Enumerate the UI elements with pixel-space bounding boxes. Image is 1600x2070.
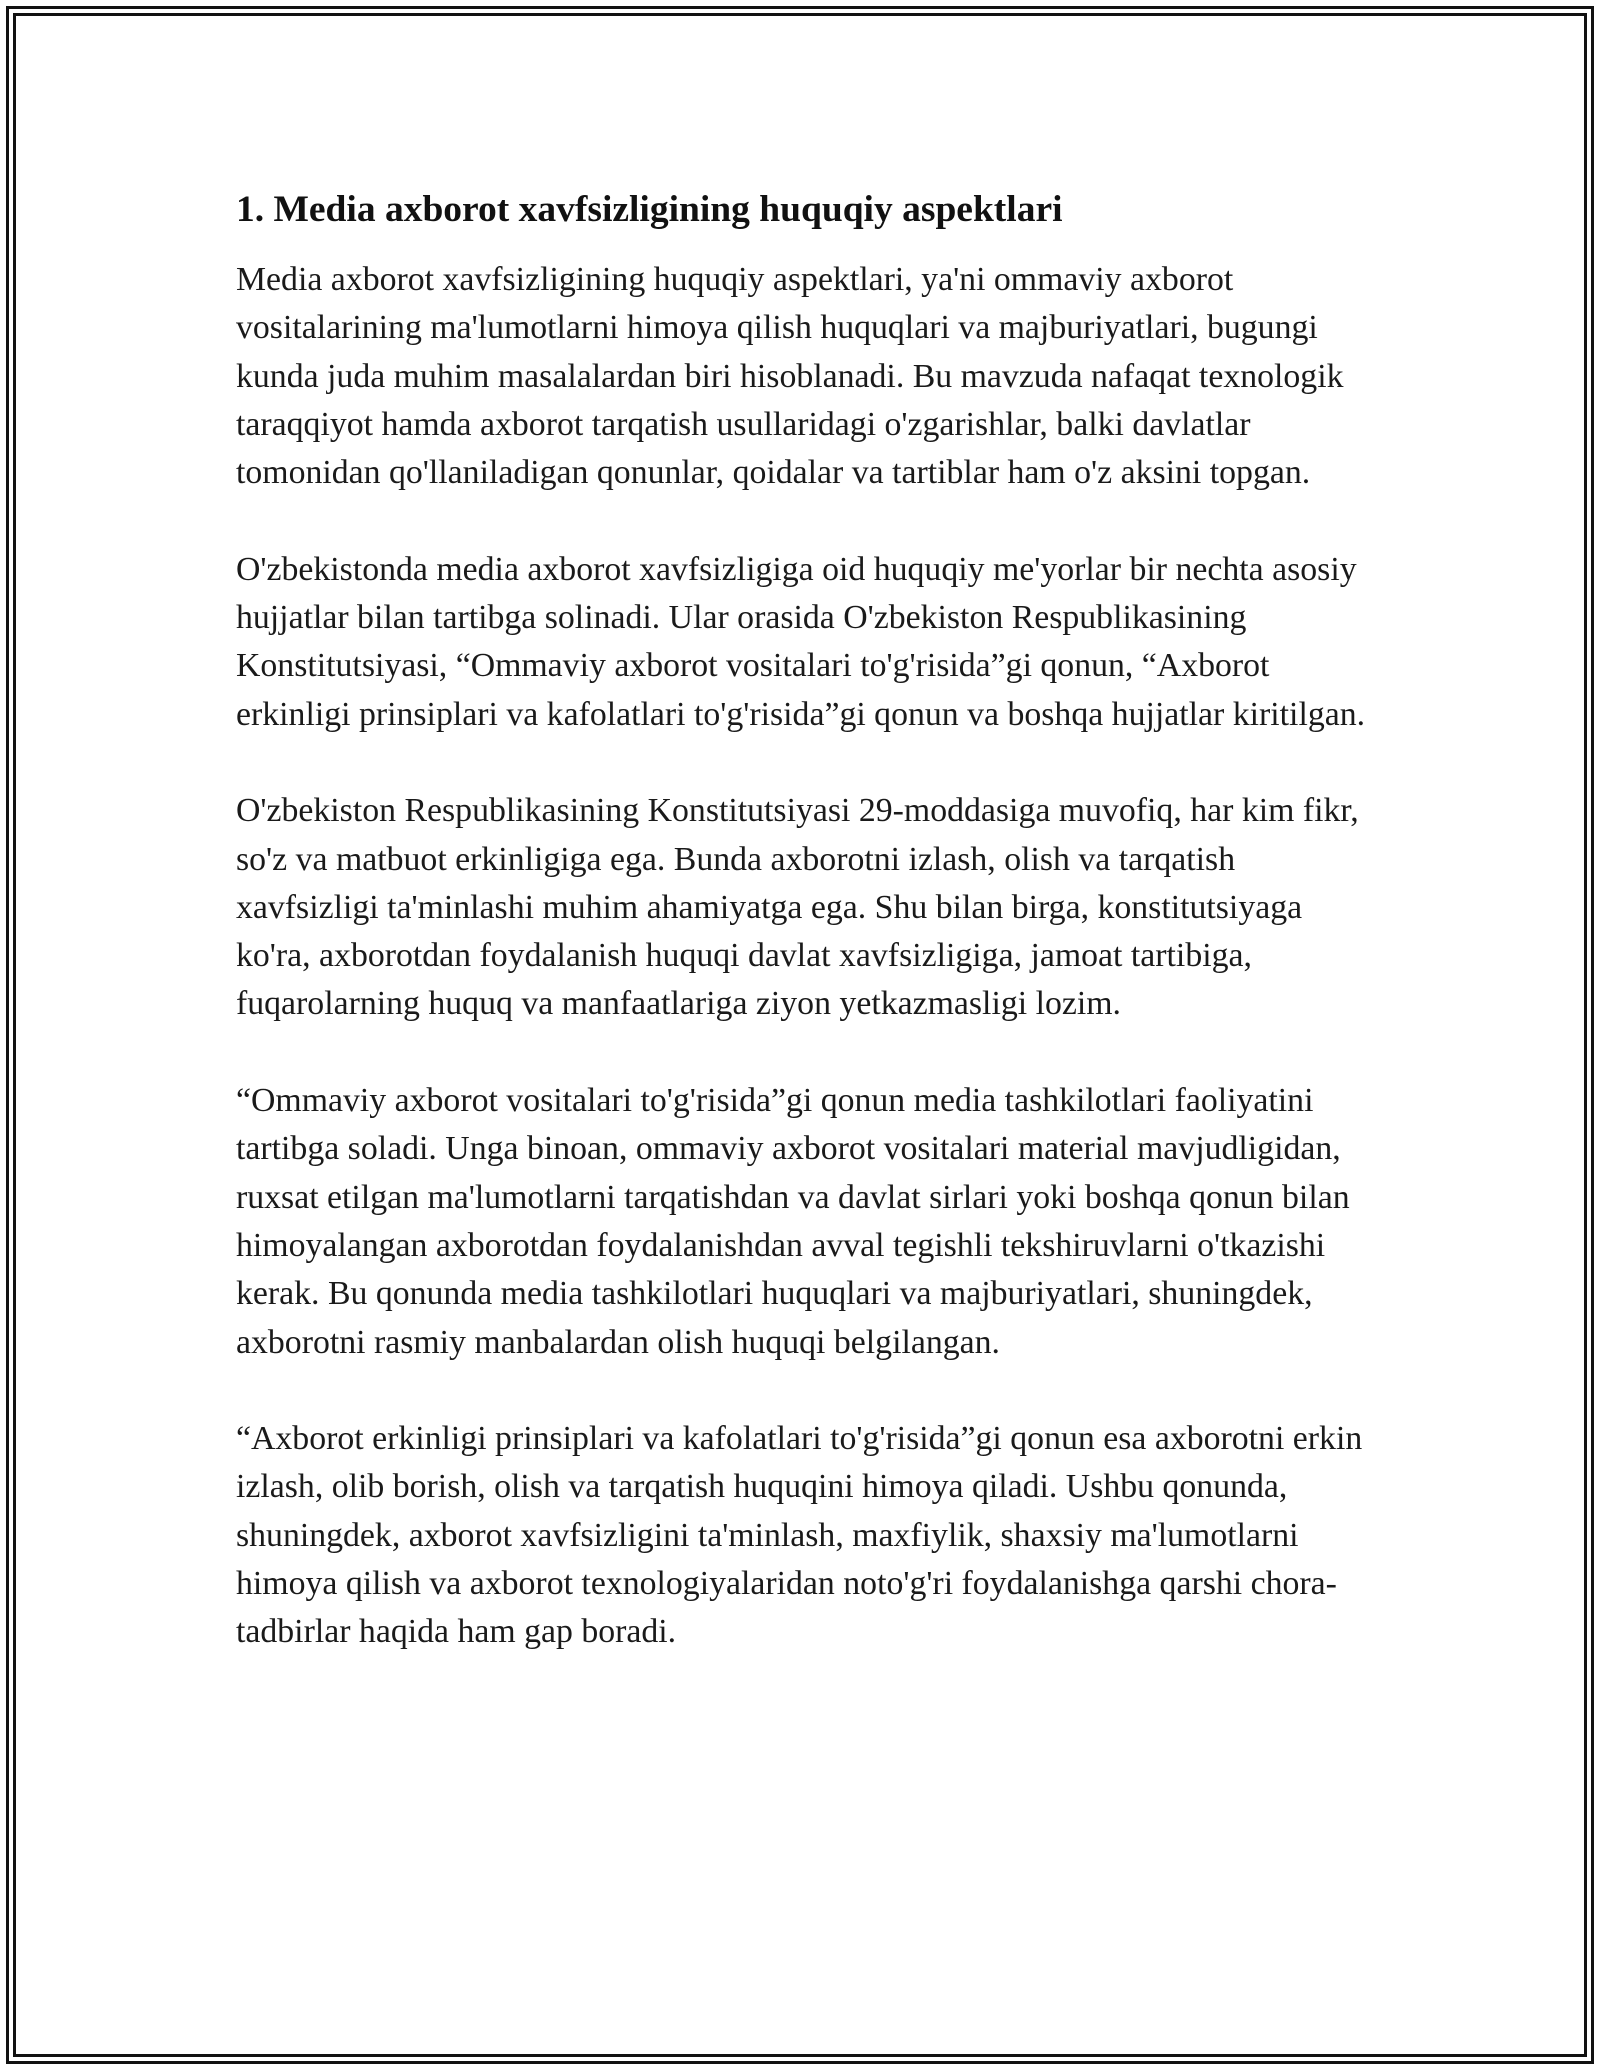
section-heading: 1. Media axborot xavfsizligining huquqiy aspektlari	[236, 189, 1063, 230]
paragraph-information-freedom-law: “Axborot erkinligi prinsiplari va kafolatlari to'g'risida”gi qonun esa axborotni erkin izlash, olib borish, olish va tarqatish huquqini himoya qiladi. Ushbu qonunda, shuningdek, axborot xavfsizligini ta'minlash, maxfiylik, shaxsiy ma'lumotlarni himoya qilish va axborot texnologiyalaridan noto'g'ri foydalanishga qarshi chora-tadbirlar haqida ham gap boradi.	[236, 1420, 1363, 1651]
paragraph-legal-documents: O'zbekistonda media axborot xavfsizligiga oid huquqiy me'yorlar bir nechta asosiy hujjatlar bilan tartibga solinadi. Ular orasida O'zbekiston Respublikasining Konstitutsiyasi, “Ommaviy axborot vositalari to'g'risida”gi qonun, “Axborot erkinligi prinsiplari va kafolatlari to'g'risida”gi qonun va boshqa hujjatlar kiritilgan.	[236, 550, 1366, 733]
paragraph-mass-media-law: “Ommaviy axborot vositalari to'g'risida”gi qonun media tashkilotlari faoliyatini tartibga soladi. Unga binoan, ommaviy axborot vositalari material mavjudligidan, ruxsat etilgan ma'lumotlarni tarqatishdan va davlat sirlari yoki boshqa qonun bilan himoyalangan axborotdan foydalanishdan avval tegishli tekshiruvlarni o'tkazishi kerak. Bu qonunda media tashkilotlari huquqlari va majburiyatlari, shuningdek, axborotni rasmiy manbalardan olish huquqi belgilangan.	[236, 1082, 1350, 1361]
document-body	[236, 186, 1376, 1705]
paragraph-constitution: O'zbekiston Respublikasining Konstitutsiyasi 29-moddasiga muvofiq, har kim fikr, so'z va matbuot erkinligiga ega. Bunda axborotni izlash, olish va tarqatish xavfsizligi ta'minlashi muhim ahamiyatga ega. Shu bilan birga, konstitutsiyaga ko'ra, axborotdan foydalanish huquqi davlat xavfsizligiga, jamoat tartibiga, fuqarolarning huquq va manfaatlariga ziyon yetkazmasligi lozim.	[236, 792, 1359, 1023]
paragraph-intro: Media axborot xavfsizligining huquqiy aspektlari, ya'ni ommaviy axborot vositalarining ma'lumotlarni himoya qilish huquqlari va majburiyatlari, bugungi kunda juda muhim masalalardan biri hisoblanadi. Bu mavzuda nafaqat texnologik taraqqiyot hamda axborot tarqatish usullaridagi o'zgarishlar, balki davlatlar tomonidan qo'llaniladigan qonunlar, qoidalar va tartiblar ham o'z aksini topgan.	[236, 261, 1344, 492]
